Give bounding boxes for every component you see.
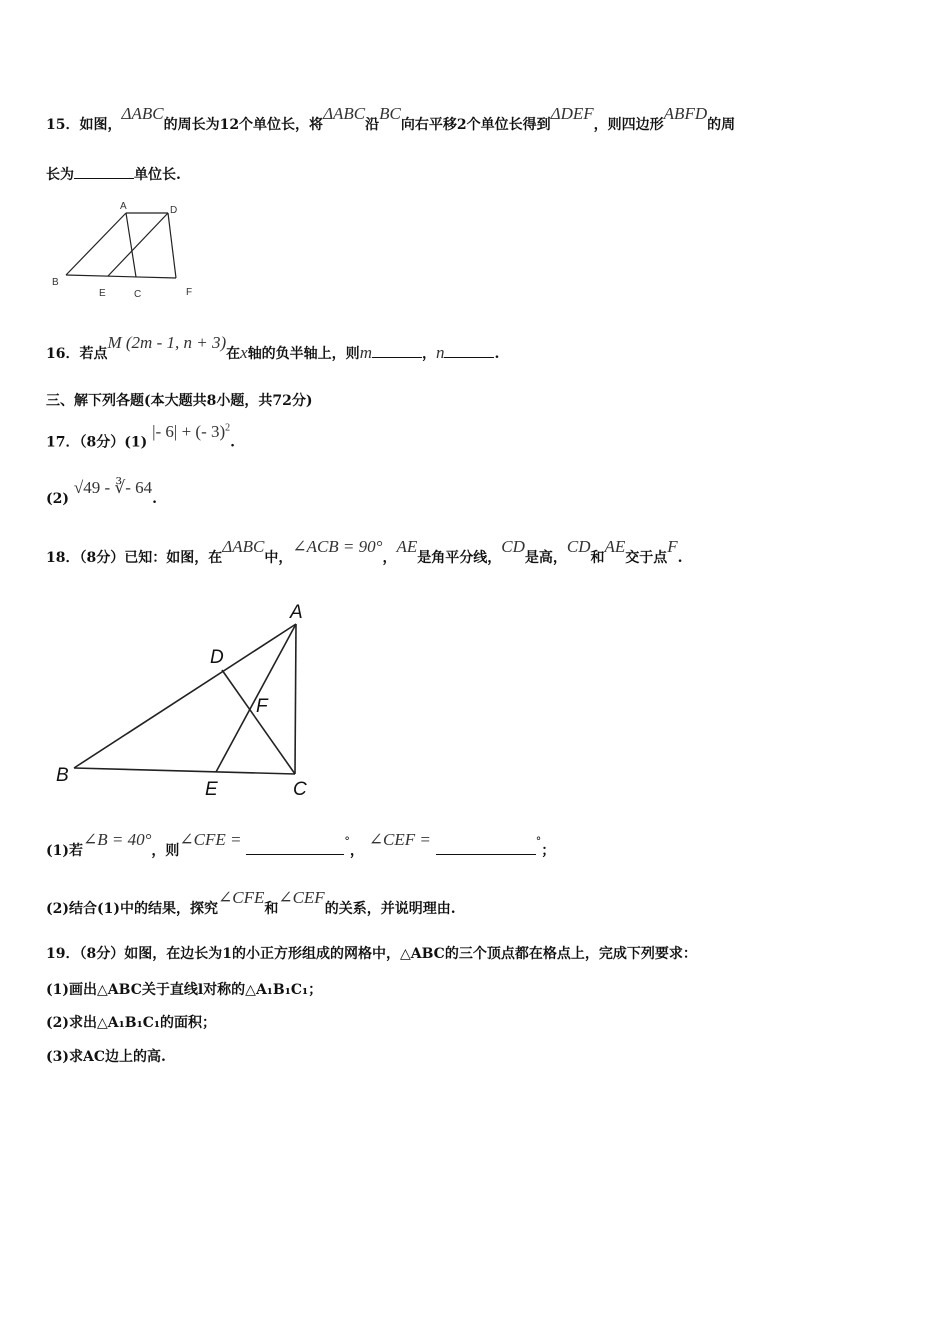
q15-text: 向右平移2个单位长得到	[400, 117, 551, 133]
q16-text: 轴的负半轴上，则	[247, 346, 360, 362]
q18-text: (1)若	[46, 843, 83, 859]
q16-math-m: m	[359, 343, 372, 362]
q15-text: ，则四边形	[593, 117, 664, 133]
segment-df	[168, 213, 176, 278]
q16-text: ，	[421, 346, 436, 362]
q17-part2: (2)	[46, 491, 69, 507]
q17-part1: (1)	[124, 434, 148, 451]
segment-ac	[126, 213, 136, 277]
q19-line1: 19．（8分）如图，在边长为1的小正方形组成的网格中，△ABC的三个顶点都在格点上，完成下列要求：	[46, 946, 697, 962]
q16-line	[46, 333, 500, 364]
q16-text: .	[494, 346, 500, 362]
q18-math-angle: ∠ACB = 90°	[292, 537, 383, 556]
answer-blank-cfe[interactable]	[246, 840, 344, 855]
q15-text: 的周长为12个单位长，将	[163, 117, 324, 133]
q15-text: 长为	[46, 167, 74, 183]
q16-math-point: M (2m - 1, n + 3)	[107, 333, 227, 352]
q18-text: 中，	[264, 550, 293, 566]
q19-line3: (2)求出△A₁B₁C₁的面积；	[46, 1015, 216, 1031]
label-a: A	[120, 201, 127, 212]
q17-sup: 2	[225, 422, 231, 433]
q15-number: 15．如图，	[46, 117, 122, 133]
q18-math-abc: ΔABC	[222, 537, 265, 556]
q18-text: ，	[382, 550, 397, 566]
q18-math-f: F	[667, 537, 678, 556]
q18-text: ；	[541, 843, 556, 859]
label-c: C	[134, 289, 142, 300]
q17-number: 17．（8分）	[46, 434, 125, 451]
segment-bf	[66, 275, 176, 278]
q16-text: 在	[226, 346, 241, 362]
label-b: B	[52, 277, 59, 288]
q15-math-abc: ΔABC	[121, 104, 164, 123]
label-f: F	[256, 696, 268, 717]
q17-math-expr1	[152, 422, 230, 441]
label-d: D	[210, 647, 224, 668]
q15-line2	[46, 164, 181, 185]
label-d: D	[170, 205, 178, 216]
degree-sign: °	[344, 835, 350, 848]
q18-text: 是角平分线，	[417, 550, 502, 566]
q15-math-bc: BC	[379, 104, 401, 123]
q18-math-cfe: ∠CFE =	[179, 830, 242, 849]
q15-line1	[46, 104, 736, 135]
q18-text: 交于点	[625, 550, 668, 566]
answer-blank-m[interactable]	[372, 343, 422, 358]
q19-line4: (3)求AC边上的高.	[46, 1049, 166, 1065]
label-a: A	[290, 602, 303, 623]
q18-text: .	[677, 550, 683, 566]
q18-text: ，	[349, 843, 364, 859]
answer-blank[interactable]	[74, 164, 134, 179]
q16-number: 16．若点	[46, 346, 108, 362]
q16-math-n: n	[435, 343, 445, 362]
q18-math-ae2: AE	[604, 537, 626, 556]
q18-math-b40: ∠B = 40°	[83, 830, 152, 849]
q18-text: 和	[264, 901, 279, 917]
q18-number: 18．（8分）已知：如图，在	[46, 550, 223, 566]
q15-math-def: ΔDEF	[550, 104, 594, 123]
q17-math-expr2: √49 - ∛- 64	[73, 478, 153, 497]
q15-text: 单位长.	[134, 167, 181, 183]
q18-text: 的关系，并说明理由.	[324, 901, 456, 917]
q15-figure	[46, 198, 206, 303]
q17-text: .	[230, 434, 236, 451]
q18-math-cef: ∠CEF =	[368, 830, 431, 849]
label-e: E	[99, 288, 106, 299]
q19-line2: (1)画出△ABC关于直线l对称的△A₁B₁C₁；	[46, 982, 323, 998]
segment-ac	[295, 624, 296, 774]
segment-cd	[222, 670, 295, 774]
q15-text: 的周	[707, 117, 736, 133]
q15-text: 沿	[365, 117, 380, 133]
label-f: F	[186, 287, 193, 298]
q16-math-x: x	[240, 343, 248, 362]
q18-math-ae: AE	[396, 537, 418, 556]
label-b: B	[56, 765, 69, 786]
q17-expr1: |- 6| + (- 3)	[152, 421, 226, 441]
answer-blank-n[interactable]	[444, 343, 494, 358]
q18-text: (2)结合(1)中的结果，探究	[46, 901, 218, 917]
q17-line2	[46, 478, 157, 509]
answer-blank-cef[interactable]	[436, 840, 536, 855]
q18-text: 是高，	[524, 550, 567, 566]
q18-math-cfe2: ∠CFE	[217, 888, 265, 907]
q18-math-cd2: CD	[566, 537, 591, 556]
label-e: E	[205, 779, 218, 800]
q15-math-abfd: ABFD	[663, 104, 708, 123]
q18-line1	[46, 537, 683, 568]
q17-text: .	[152, 491, 157, 507]
q15-math-abc2: ΔABC	[323, 104, 366, 123]
label-c: C	[293, 779, 307, 800]
segment-bc	[74, 768, 295, 774]
q18-text: ，则	[151, 843, 180, 859]
q18-sub2	[46, 888, 456, 919]
q18-math-cef2: ∠CEF	[278, 888, 325, 907]
q18-sub1	[46, 830, 556, 862]
q18-figure	[50, 598, 330, 808]
section-heading: 三、解下列各题(本大题共8小题，共72分)	[46, 393, 313, 409]
q18-math-cd: CD	[501, 537, 525, 556]
degree-sign: °	[535, 835, 542, 848]
q17-line1	[46, 421, 236, 453]
q18-text: 和	[590, 550, 605, 566]
